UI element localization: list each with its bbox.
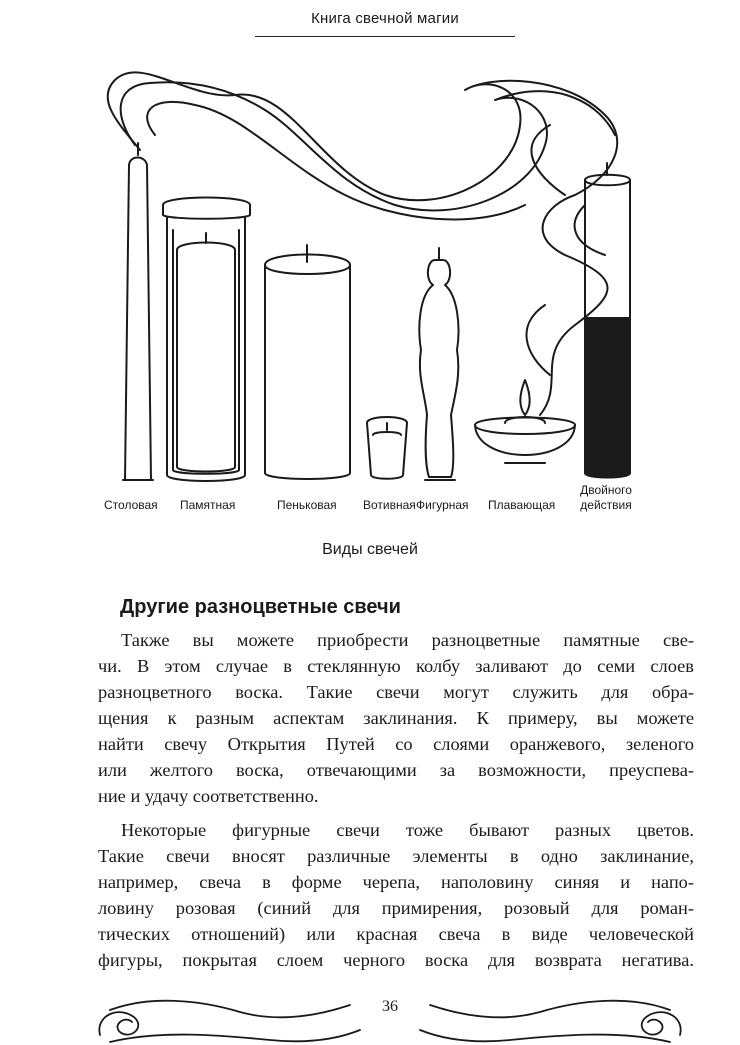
label-floating-candle: Плавающая [488,498,556,512]
paragraph-2-line-1: Некоторые фигурные свечи тоже бывают разных цветов. [121,820,694,840]
paragraph-2-line-5: тических отношений) или красная свеча в виде человеческой [98,924,694,944]
paragraph-1-line-2: чи. В этом случае в стеклянную колбу заливают до семи слоев [98,656,694,676]
paragraph-2-line-2: Такие свечи вносят различные элементы в одно заклинание, [98,846,694,866]
label-table-candle: Столовая [104,498,158,512]
paragraph-1-line-7: ние и удачу соответственно. [98,786,319,806]
paragraph-2-line-3: например, свеча в форме черепа, наполовину синяя и напо- [98,872,694,892]
paragraph-1-line-5: найти свечу Открытия Путей со слоями оранжевого, зеленого [98,734,694,754]
label-double-action-line1: Двойного [580,483,632,497]
running-head: Книга свечной магии [311,10,459,27]
label-figural-candle: Фигурная [416,498,469,512]
page-number: 36 [382,998,398,1015]
double-action-black-half [586,317,629,477]
label-double-action-candle [574,483,638,513]
pillar-candle [265,245,350,479]
paragraph-1-line-4: щения к разным аспектам заклинания. К примеру, вы можете [98,708,694,728]
paragraph-1-line-6: или желтого воска, отвечающими за возможности, преуспева- [98,760,694,780]
memorial-candle [163,198,250,482]
paragraph-2-line-6: фигуры, покрытая слоем черного воска для возврата негатива. [98,950,694,970]
candle-types-illustration [95,55,655,485]
paragraph-2-line-4: ловину розовая (синий для примирения, розовый для роман- [98,898,694,918]
table-candle [123,143,153,480]
smoke-ribbon [108,72,618,415]
label-pillar-candle: Пеньковая [277,498,337,512]
paragraph-1-line-3: разноцветного воска. Такие свечи могут служить для обра- [98,682,694,702]
label-votive-candle: Вотивная [363,498,416,512]
label-memorial-candle: Памятная [180,498,236,512]
floating-candle [475,380,575,463]
figure-caption: Виды свечей [322,541,418,558]
paragraph-1-line-1: Также вы можете приобрести разноцветные памятные све- [121,630,694,650]
figural-candle [419,248,458,480]
section-heading: Другие разноцветные свечи [120,596,401,618]
label-double-action-line2: действия [580,498,632,512]
votive-candle [367,417,407,479]
header-rule [255,36,515,37]
